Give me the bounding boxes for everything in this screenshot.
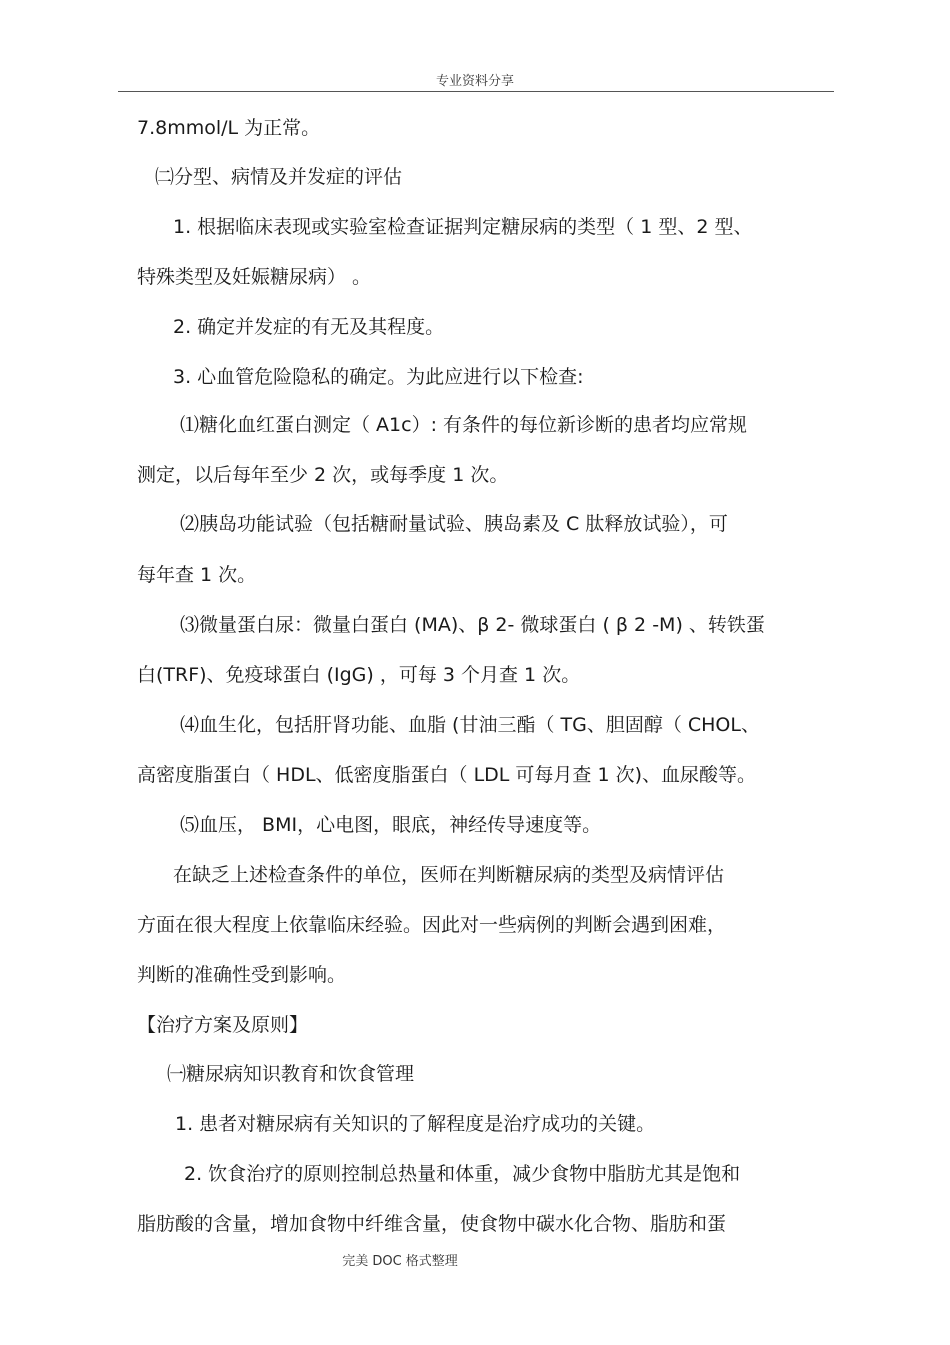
text-line: ⑵胰岛功能试验（包括糖耐量试验、胰岛素及 C 肽释放试验），可 (180, 513, 728, 535)
text-line: ⑴糖化血红蛋白测定（ A1c）: 有条件的每位新诊断的患者均应常规 (180, 414, 748, 436)
text-line: 每年查 1 次。 (137, 564, 257, 586)
text-line: 测定，以后每年至少 2 次，或每季度 1 次。 (137, 464, 509, 486)
text-line: 方面在很大程度上依靠临床经验。因此对一些病例的判断会遇到困难， (137, 914, 727, 936)
text-line: 高密度脂蛋白（ HDL、低密度脂蛋白（ LDL 可每月查 1 次)、血尿酸等。 (137, 764, 757, 786)
text-line: 1. 根据临床表现或实验室检查证据判定糖尿病的类型（ 1 型、2 型、 (173, 216, 753, 238)
text-line: 特殊类型及妊娠糖尿病） 。 (137, 266, 372, 288)
text-line: 2. 饮食治疗的原则控制总热量和体重，减少食物中脂肪尤其是饱和 (184, 1163, 741, 1185)
header-divider (118, 91, 834, 92)
section-heading: ㈠糖尿病知识教育和饮食管理 (167, 1063, 415, 1085)
text-line: 3. 心血管危险隐私的确定。为此应进行以下检查: (173, 366, 584, 388)
text-line: ⑸血压， BMI，心电图，眼底，神经传导速度等。 (180, 814, 602, 836)
section-heading: ㈡分型、病情及并发症的评估 (155, 166, 403, 188)
text-line: ⑶微量蛋白尿：微量白蛋白 (MA)、β 2- 微球蛋白 ( β 2 -M) 、转铁蛋 (180, 614, 765, 636)
text-line: 判断的准确性受到影响。 (137, 964, 347, 986)
page-header: 专业资料分享 (435, 74, 514, 89)
text-line: 白(TRF)、免疫球蛋白 (IgG) ，可每 3 个月查 1 次。 (137, 664, 581, 686)
text-line: 1. 患者对糖尿病有关知识的了解程度是治疗成功的关键。 (175, 1113, 656, 1135)
text-line: 在缺乏上述检查条件的单位，医师在判断糖尿病的类型及病情评估 (173, 864, 725, 886)
text-line: 7.8mmol/L 为正常。 (137, 117, 321, 139)
section-heading: 【治疗方案及原则】 (137, 1014, 309, 1036)
page-footer: 完美 DOC 格式整理 (342, 1254, 458, 1269)
text-line: 2. 确定并发症的有无及其程度。 (173, 316, 445, 338)
text-line: ⑷血生化，包括肝肾功能、血脂 (甘油三酯（ TG、胆固醇（ CHOL、 (180, 714, 760, 736)
text-line: 脂肪酸的含量，增加食物中纤维含量，使食物中碳水化合物、脂肪和蛋 (137, 1213, 727, 1235)
